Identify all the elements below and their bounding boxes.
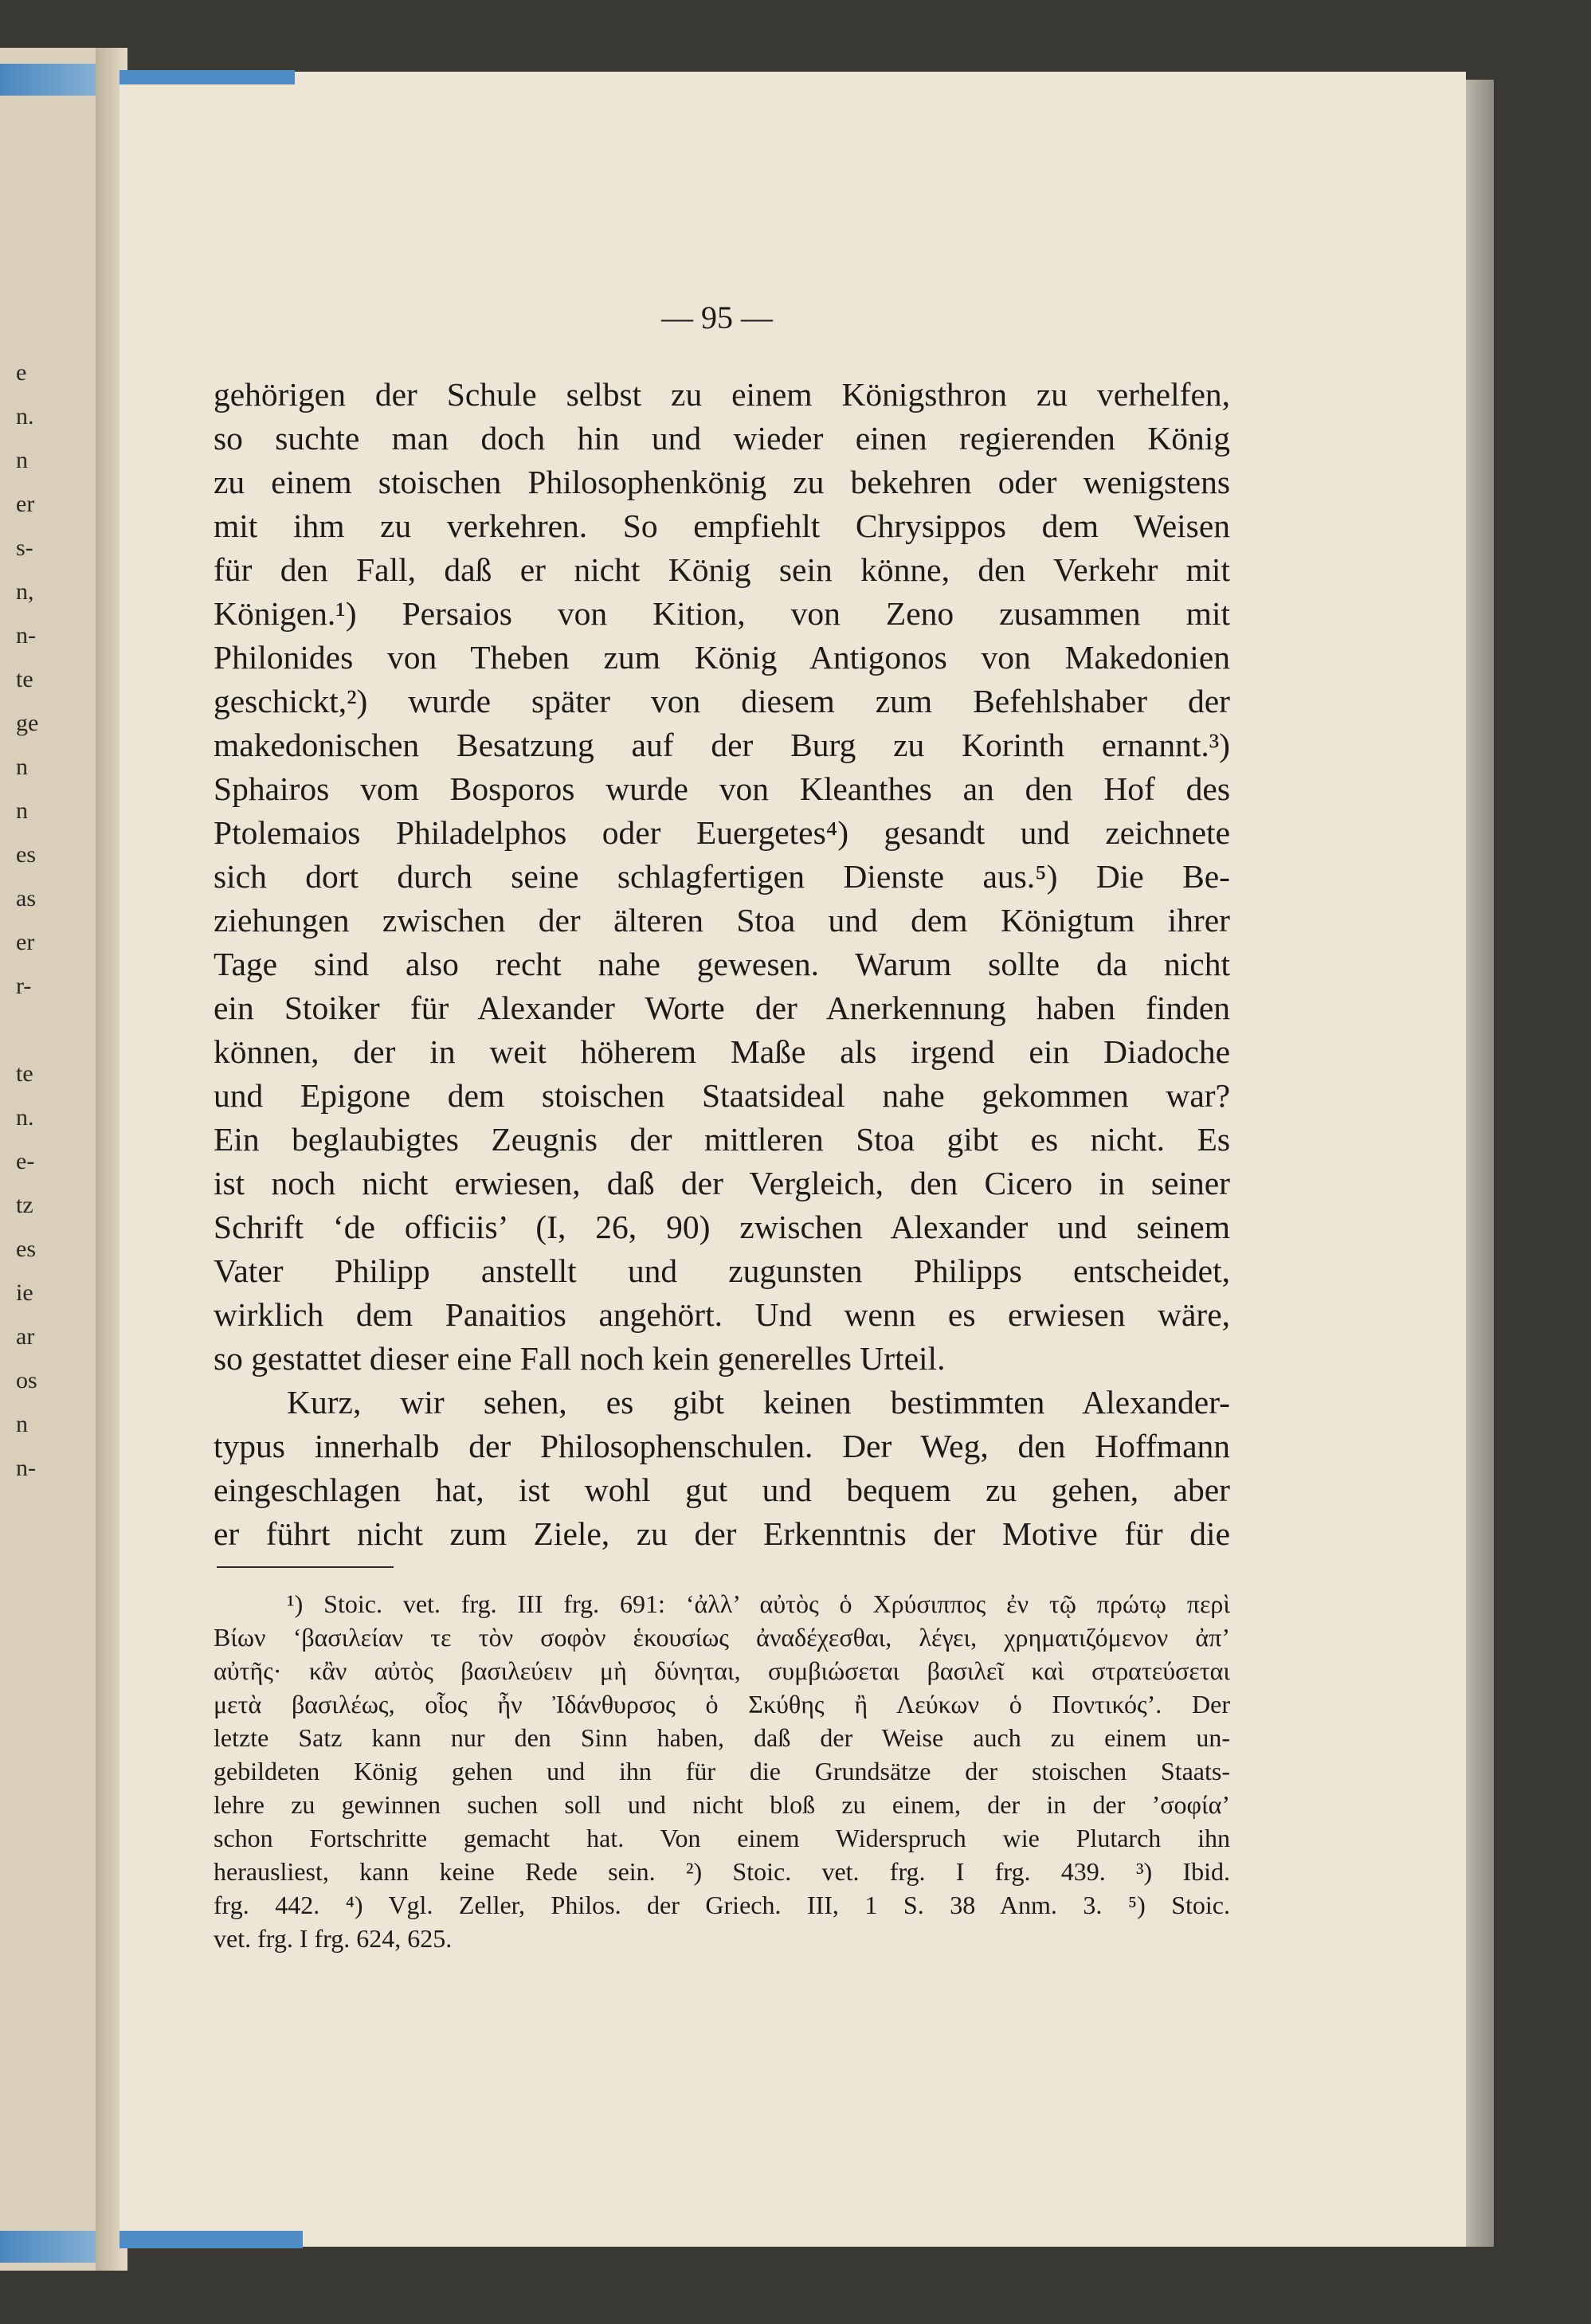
- binding-cloth-top: [0, 64, 112, 96]
- left-fragment: n,: [16, 578, 34, 605]
- text-line: typus innerhalb der Philosophenschulen. Der Weg, den Hoffmann: [214, 1428, 1230, 1464]
- left-fragment: s-: [16, 535, 33, 561]
- page-number: — 95 —: [661, 300, 773, 335]
- left-fragment: n.: [16, 1104, 34, 1131]
- left-fragment: er: [16, 929, 35, 955]
- text-line: Vater Philipp anstellt und zugunsten Philipps entscheidet,: [214, 1252, 1230, 1289]
- footnote-divider: [217, 1566, 394, 1568]
- text-line: ziehungen zwischen der älteren Stoa und dem Königtum ihrer: [214, 902, 1230, 939]
- footnote-line: vet. frg. I frg. 624, 625.: [214, 1924, 453, 1953]
- footnote-line: gebildeten König gehen und ihn für die Grundsätze der stoischen Staats-: [214, 1757, 1230, 1785]
- left-fragment: r-: [16, 973, 32, 999]
- text-line: und Epigone dem stoischen Staatsideal nahe gekommen war?: [214, 1077, 1230, 1114]
- left-fragment: [16, 1008, 64, 1052]
- footnote-line: schon Fortschritte gemacht hat. Von einem Widerspruch wie Plutarch ihn: [214, 1824, 1230, 1852]
- text-line: ist noch nicht erwiesen, daß der Vergleich, den Cicero in seiner: [214, 1165, 1230, 1201]
- text-line: Königen.¹) Persaios von Kition, von Zeno zusammen mit: [214, 595, 1230, 632]
- left-fragment: ge: [16, 710, 39, 736]
- text-line: gehörigen der Schule selbst zu einem Königsthron zu verhelfen,: [214, 376, 1230, 413]
- text-line: Sphairos vom Bosporos wurde von Kleanthes an den Hof des: [214, 770, 1230, 807]
- left-fragment: tz: [16, 1192, 33, 1218]
- footnote-line: lehre zu gewinnen suchen soll und nicht bloß zu einem, der in der ’σοφία’: [214, 1790, 1230, 1819]
- text-line: geschickt,²) wurde später von diesem zum Befehlshaber der: [214, 683, 1230, 719]
- footnote-line: μετὰ βασιλέως, οἷος ἦν Ἰδάνθυρσος ὁ Σκύθης ἢ Λεύκων ὁ Ποντικός’. Der: [214, 1690, 1230, 1719]
- text-line: er führt nicht zum Ziele, zu der Erkenntnis der Motive für die: [214, 1515, 1230, 1552]
- footnote-line: letzte Satz kann nur den Sinn haben, daß der Weise auch zu einem un-: [214, 1723, 1230, 1752]
- text-line: Ein beglaubigtes Zeugnis der mittleren Stoa gibt es nicht. Es: [214, 1121, 1230, 1158]
- left-fragment: n: [16, 1411, 28, 1437]
- text-line: eingeschlagen hat, ist wohl gut und bequem zu gehen, aber: [214, 1472, 1230, 1508]
- left-fragment: e-: [16, 1148, 35, 1174]
- footnotes: [214, 1587, 1230, 1955]
- footnote-line: Βίων ‘βασιλείαν τε τὸν σοφὸν ἑκουσίως ἀναδέχεσθαι, λέγει, χρηματιζόμενον ἀπ’: [214, 1623, 1230, 1652]
- text-line: mit ihm zu verkehren. So empfiehlt Chrysippos dem Weisen: [214, 508, 1230, 544]
- text-line: Tage sind also recht nahe gewesen. Warum sollte da nicht: [214, 946, 1230, 982]
- text-line: für den Fall, daß er nicht König sein könne, den Verkehr mit: [214, 551, 1230, 588]
- text-line: können, der in weit höherem Maße als irgend ein Diadoche: [214, 1033, 1230, 1070]
- text-line: so gestattet dieser eine Fall noch kein generelles Urteil.: [214, 1340, 946, 1377]
- binding-cloth-bottom: [0, 2231, 112, 2263]
- left-fragment: ar: [16, 1323, 35, 1350]
- left-fragment: n.: [16, 403, 34, 429]
- left-fragment: n: [16, 754, 28, 780]
- text-line: Schrift ‘de officiis’ (I, 26, 90) zwischen Alexander und seinem: [214, 1209, 1230, 1245]
- left-fragment: n-: [16, 1455, 36, 1481]
- left-fragment: n-: [16, 622, 36, 649]
- left-fragment: as: [16, 885, 36, 911]
- text-line: ein Stoiker für Alexander Worte der Anerkennung haben finden: [214, 990, 1230, 1026]
- left-fragment: n: [16, 798, 28, 824]
- footnote-line: herausliest, kann keine Rede sein. ²) Stoic. vet. frg. I frg. 439. ³) Ibid.: [214, 1857, 1230, 1886]
- left-fragment: os: [16, 1367, 37, 1393]
- text-line: so suchte man doch hin und wieder einen regierenden König: [214, 420, 1230, 457]
- left-fragment: te: [16, 1060, 33, 1087]
- text-line: Ptolemaios Philadelphos oder Euergetes⁴) gesandt und zeichnete: [214, 814, 1230, 851]
- left-fragment: ie: [16, 1280, 33, 1306]
- text-line: Philonides von Theben zum König Antigonos von Makedonien: [214, 639, 1230, 676]
- left-fragment: es: [16, 1236, 36, 1262]
- main-text: [214, 373, 1230, 1556]
- text-line: wirklich dem Panaitios angehört. Und wenn es erwiesen wäre,: [214, 1296, 1230, 1333]
- cover-edge-top: [120, 70, 295, 84]
- left-fragment: es: [16, 841, 36, 868]
- left-page-fragments: [16, 351, 64, 1944]
- text-line: sich dort durch seine schlagfertigen Dienste aus.⁵) Die Be-: [214, 858, 1230, 895]
- footnote-line: αὐτῆς· κἂν αὐτὸς βασιλεύειν μὴ δύνηται, συμβιώσεται βασιλεῖ καὶ στρατεύσεται: [214, 1656, 1230, 1685]
- left-fragment: e: [16, 359, 27, 386]
- footnote-line: frg. 442. ⁴) Vgl. Zeller, Philos. der Griech. III, 1 S. 38 Anm. 3. ⁵) Stoic.: [214, 1891, 1230, 1919]
- text-line: makedonischen Besatzung auf der Burg zu Korinth ernannt.³): [214, 727, 1230, 763]
- left-fragment: n: [16, 447, 28, 473]
- text-line: zu einem stoischen Philosophenkönig zu bekehren oder wenigstens: [214, 464, 1230, 500]
- left-fragment: er: [16, 491, 35, 517]
- footnote-line: ¹) Stoic. vet. frg. III frg. 691: ‘ἀλλ’ αὐτὸς ὁ Χρύσιππος ἐν τῷ πρώτῳ περὶ: [287, 1589, 1230, 1618]
- left-fragment: te: [16, 666, 33, 692]
- cover-edge-bottom: [120, 2231, 303, 2248]
- text-line: Kurz, wir sehen, es gibt keinen bestimmten Alexander-: [287, 1384, 1230, 1421]
